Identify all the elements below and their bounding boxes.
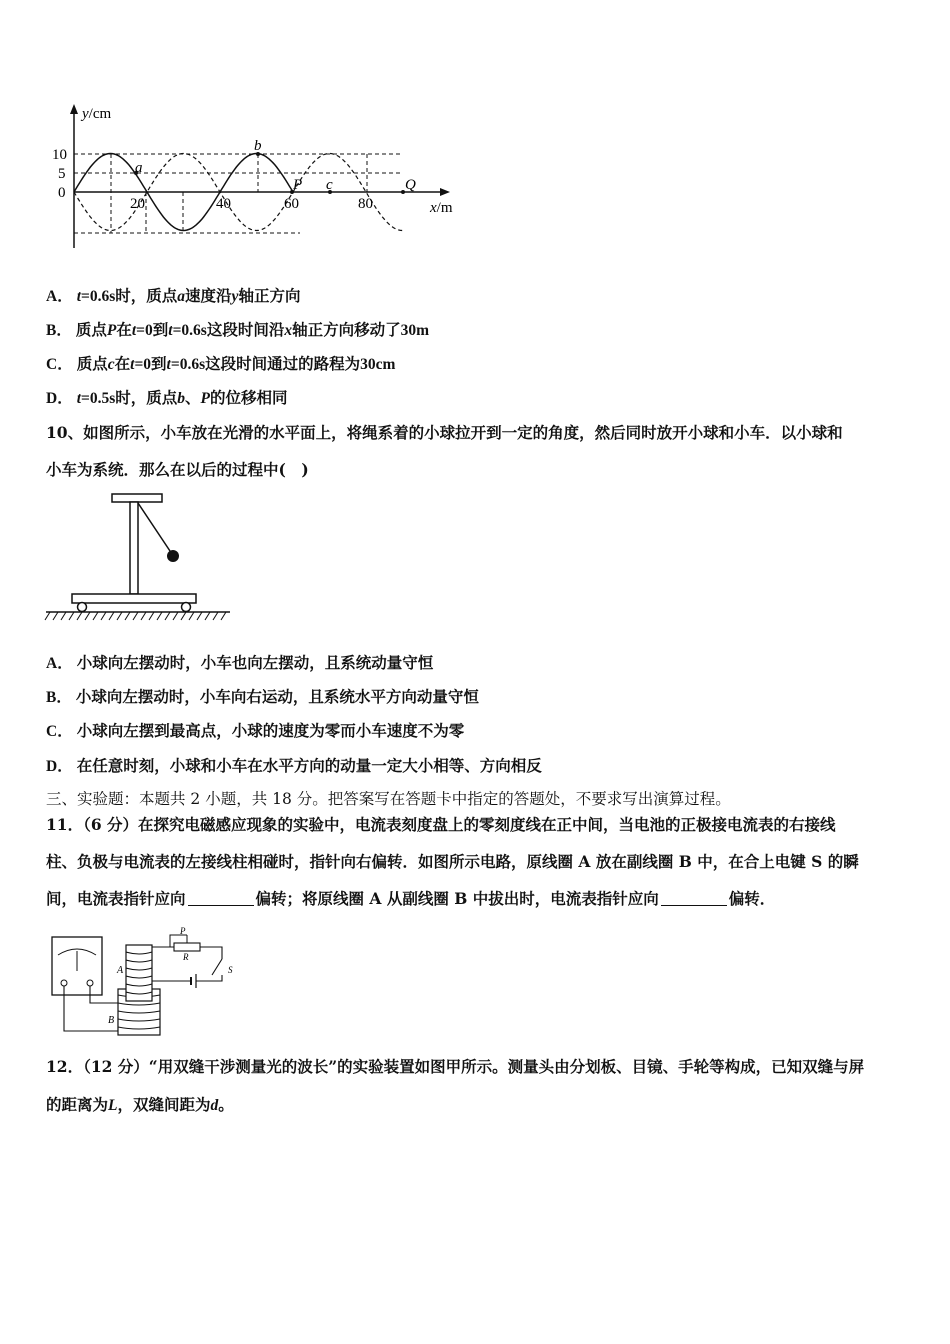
option-text: =0.6s (172, 322, 207, 339)
option-letter: D． (46, 390, 73, 407)
answer-blank-1[interactable] (188, 891, 254, 906)
math-variable: t (168, 322, 173, 339)
option-letter: C． (46, 356, 73, 373)
option-text: 质点 (75, 320, 107, 339)
math-variable: t (76, 390, 82, 407)
cart-body (72, 594, 196, 603)
label-r: R (183, 952, 189, 962)
y-axis-label: y/cm (82, 106, 112, 122)
math-variable: P (200, 390, 211, 407)
pendulum-top-bar (112, 494, 162, 502)
wave-graph (40, 100, 470, 260)
section3-heading: 三、实验题：本题共 2 小题，共 18 分。把答案写在答题卡中指定的答题处，不要求写出演算过程。 (46, 790, 731, 808)
option-text: 到 (151, 354, 167, 373)
math-variable: P (106, 322, 117, 339)
q11-stem-line2: 柱、负极与电流表的左接线柱相碰时，指针向右偏转．如图所示电路，原线圈 A 放在副线圈 B 中，在合上电键 S 的瞬 (46, 852, 859, 871)
pendulum-post (130, 502, 138, 594)
option-text: 轴正方向移动了 (292, 320, 401, 339)
rheostat (174, 943, 200, 951)
label-s: S (228, 965, 233, 975)
math-variable: y (231, 288, 239, 305)
galvanometer-terminal-right (87, 980, 93, 986)
option-text: 30cm (360, 356, 396, 373)
x-tick: 80 (358, 196, 373, 212)
q9-option-b (46, 320, 429, 341)
option-text: 质点 (76, 354, 108, 373)
option-text: 时，质点 (115, 286, 178, 305)
option-letter: B． (46, 322, 72, 339)
ground-hatch (45, 612, 226, 620)
math-variable: t (131, 322, 137, 339)
y-axis-arrow (70, 104, 78, 114)
cart-wheel-left (78, 603, 87, 612)
galvanometer-terminal-left (61, 980, 67, 986)
x-tick: 40 (216, 196, 231, 212)
y-tick: 5 (58, 166, 66, 182)
q10-stem-line2: 小车为系统．那么在以后的过程中( ) (46, 460, 309, 479)
pendulum-ball (167, 550, 179, 562)
option-text: 轴正方向 (238, 286, 301, 305)
math-variable: t (130, 356, 135, 373)
option-text: 、 (185, 388, 201, 407)
option-text: 这段时间沿 (206, 320, 285, 339)
switch-s (212, 959, 222, 975)
math-variable: c (107, 356, 115, 373)
math-variable: t (166, 356, 171, 373)
option-text: 时，质点 (115, 388, 178, 407)
q11-stem-line3: 间，电流表指针应向 偏转；将原线圈 A 从副线圈 B 中拔出时，电流表指针应向 偏转． (46, 889, 776, 908)
pendulum-string (138, 503, 172, 554)
label-a: A (117, 965, 124, 976)
q12-stem-line1: 12．（12 分）“用双缝干涉测量光的波长”的实验装置如图甲所示。测量头由分划板、目镜、手轮等构成，已知双缝与屏 (46, 1057, 865, 1076)
q9-option-d (46, 388, 288, 409)
option-text: 到 (152, 320, 169, 339)
y-tick: 0 (58, 185, 66, 201)
option-text: =0.6s (170, 356, 206, 373)
option-text: 速度沿 (185, 286, 232, 305)
q10-option-a: A． 小球向左摆动时，小车也向左摆动，且系统动量守恒 (46, 653, 434, 672)
option-letter: A． (46, 288, 73, 305)
math-variable: b (177, 390, 186, 407)
answer-blank-2[interactable] (661, 891, 727, 906)
q10-option-d: D． 在任意时刻，小球和小车在水平方向的动量一定大小相等、方向相反 (46, 756, 542, 775)
label-b: B (108, 1015, 115, 1026)
option-text: 30m (400, 322, 430, 339)
x-tick: 60 (284, 196, 299, 212)
option-text: =0 (136, 322, 153, 339)
q10-option-b: B． 小球向左摆动时，小车向右运动，且系统水平方向动量守恒 (46, 687, 479, 706)
option-text: 这段时间通过的路程为 (205, 354, 361, 373)
q10-stem-line1: 10、如图所示，小车放在光滑的水平面上，将绳系着的小球拉开到一定的角度，然后同时放开小球和小车．以小球和 (46, 423, 843, 442)
induction-circuit-figure (46, 925, 242, 1037)
cart-wheel-right (182, 603, 191, 612)
x-tick: 20 (130, 196, 145, 212)
math-variable: a (177, 288, 186, 305)
y-tick: 10 (52, 147, 67, 163)
q12-stem-line2: 的距离为L，双缝间距为d。 (46, 1095, 234, 1114)
label-c: c (326, 177, 333, 193)
label-q: Q (405, 177, 416, 193)
label-p: P (180, 926, 186, 936)
option-text: =0.5s (81, 390, 116, 407)
option-text: =0.6s (81, 288, 116, 305)
label-b: b (254, 138, 262, 154)
x-axis-arrow (440, 188, 450, 196)
q10-option-c: C． 小球向左摆到最高点，小球的速度为零而小车速度不为零 (46, 721, 465, 740)
option-text: 在 (114, 354, 131, 373)
option-text: 在 (116, 320, 132, 339)
option-text: =0 (134, 356, 152, 373)
label-a: a (135, 160, 143, 176)
q9-option-c (46, 354, 395, 375)
q9-option-a (46, 286, 300, 307)
x-axis-label: x/m (430, 200, 453, 216)
cart-pendulum-figure (44, 490, 234, 625)
option-text: 的位移相同 (210, 388, 288, 407)
label-p: P (293, 177, 303, 193)
math-variable: t (76, 288, 82, 305)
math-variable: x (284, 322, 293, 339)
q11-stem-line1: 11．（6 分）在探究电磁感应现象的实验中，电流表刻度盘上的零刻度线在正中间，当电池的正极接电流表的右接线 (46, 815, 836, 834)
